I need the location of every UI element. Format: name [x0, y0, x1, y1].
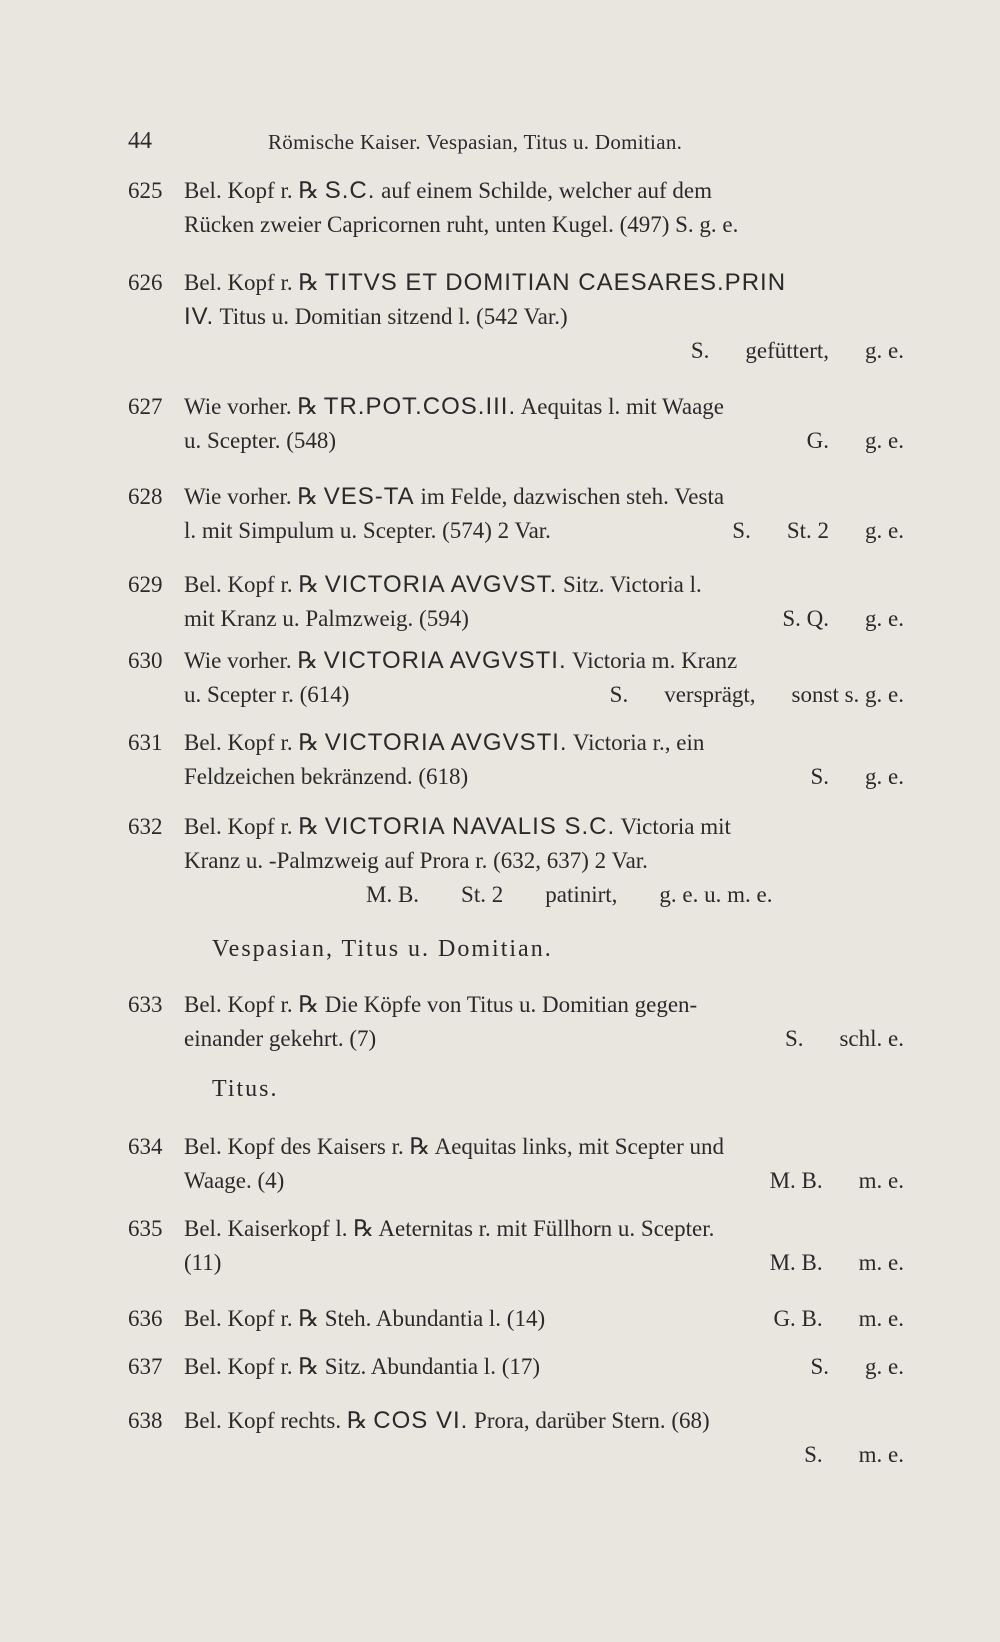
entry-line	[128, 760, 904, 794]
note: St. 2	[786, 518, 830, 543]
catalog-entry-628	[128, 480, 904, 548]
note: patinirt,	[545, 882, 618, 907]
obverse-text: Bel. Kopf r.	[184, 270, 299, 295]
entry-line	[128, 1022, 904, 1056]
description-text: Victoria mit	[615, 814, 731, 839]
description-text: Titus u. Domitian sitzend l. (542 Var.)	[214, 304, 568, 329]
entry-line	[128, 988, 904, 1022]
metal: S.	[810, 1354, 830, 1379]
grade: m. e.	[858, 1442, 904, 1467]
obverse-text: Wie vorher.	[184, 394, 298, 419]
grade: m. e.	[858, 1306, 904, 1331]
grade-info	[610, 678, 904, 712]
description-text: Aeternitas r. mit Füllhorn u. Scepter.	[378, 1216, 715, 1241]
note: gefüttert,	[745, 338, 830, 363]
obverse-text: Bel. Kopf r.	[184, 1354, 299, 1379]
description-text: (11)	[184, 1250, 222, 1275]
grade: m. e.	[858, 1250, 904, 1275]
metal: G. B.	[773, 1306, 823, 1331]
entry-line	[128, 1164, 904, 1198]
entry-line	[128, 1246, 904, 1280]
reverse-symbol: ℞	[298, 270, 319, 296]
entry-line	[128, 810, 904, 844]
grade-info	[810, 1350, 904, 1384]
grade: g. e.	[865, 428, 904, 453]
reverse-symbol: ℞	[409, 1134, 431, 1160]
entry-number: 628	[128, 484, 163, 509]
entry-number: 634	[128, 1134, 163, 1159]
entry-line	[128, 266, 904, 300]
description-text: u. Scepter. (548)	[184, 428, 337, 453]
grade: g. e.	[865, 606, 904, 631]
catalog-entry-626	[128, 266, 904, 368]
entry-line: Kranz u. -Palmzweig auf Prora r. (632, 637) 2 Var.	[184, 848, 648, 873]
obverse-text: Bel. Kopf r.	[184, 572, 299, 597]
catalog-entry-625	[128, 174, 904, 242]
entry-line	[128, 678, 904, 712]
description-text: Prora, darüber Stern. (68)	[468, 1408, 710, 1433]
description-text: einander gekehrt. (7)	[184, 1026, 377, 1051]
metal: M. B.	[769, 1250, 823, 1275]
legend-text: VICTORIA AVGVST.	[324, 571, 558, 598]
description-text: Aequitas links, mit Scepter und	[434, 1134, 724, 1159]
grade: g. e.	[865, 764, 904, 789]
section-heading: Vespasian, Titus u. Domitian.	[212, 936, 553, 962]
entry-line	[128, 300, 904, 334]
page-number: 44	[128, 128, 152, 154]
entry-number: 636	[128, 1306, 163, 1331]
entry-number: 629	[128, 572, 163, 597]
reverse-symbol: ℞	[297, 648, 319, 674]
note: versprägt,	[664, 682, 756, 707]
description-text: Sitz. Victoria l.	[557, 572, 702, 597]
entry-number: 635	[128, 1216, 163, 1241]
legend-text: TR.POT.COS.III.	[323, 393, 517, 420]
description-text: Sitz. Abundantia l. (17)	[324, 1354, 541, 1379]
reverse-symbol: ℞	[298, 1306, 319, 1332]
grade-info	[782, 602, 904, 636]
reverse-symbol: ℞	[297, 484, 319, 510]
entry-number: 638	[128, 1408, 163, 1433]
entry-line	[128, 644, 904, 678]
metal: S.	[609, 682, 629, 707]
reverse-symbol: ℞	[298, 814, 319, 840]
reverse-symbol: ℞	[298, 1354, 319, 1380]
catalog-entry-634	[128, 1130, 904, 1198]
entry-text	[184, 1302, 545, 1336]
catalog-entry-627	[128, 390, 904, 458]
reverse-symbol: ℞	[298, 178, 319, 204]
entry-line	[128, 1302, 904, 1336]
entry-line	[128, 1130, 904, 1164]
reverse-symbol: ℞	[353, 1216, 374, 1242]
catalog-entry-629	[128, 568, 904, 636]
grade-info	[732, 514, 904, 548]
catalog-entry-635	[128, 1212, 904, 1280]
metal: M. B.	[769, 1168, 823, 1193]
catalog-entry-630	[128, 644, 904, 712]
entry-number: 632	[128, 814, 163, 839]
grade: g. e.	[865, 338, 904, 363]
entry-text	[184, 1350, 540, 1384]
grade-info	[807, 424, 904, 458]
entry-number: 627	[128, 394, 163, 419]
obverse-text: Bel. Kopf r.	[184, 1306, 299, 1331]
description-text: Steh. Abundantia l. (14)	[324, 1306, 546, 1331]
metal: S.	[810, 764, 830, 789]
running-title: Römische Kaiser. Vespasian, Titus u. Domitian.	[268, 130, 683, 154]
grade: m. e.	[858, 1168, 904, 1193]
entry-number: 631	[128, 730, 163, 755]
note: St. 2	[461, 882, 504, 907]
grade: g. e.	[865, 518, 904, 543]
legend-text: VICTORIA NAVALIS S.C.	[324, 813, 616, 840]
description-text: l. mit Simpulum u. Scepter. (574) 2 Var.	[184, 518, 551, 543]
entry-line	[128, 334, 904, 368]
legend-text: VICTORIA AVGVSTI.	[324, 729, 568, 756]
obverse-text: Bel. Kopf r.	[184, 730, 299, 755]
entry-number: 625	[128, 178, 163, 203]
entry-line	[128, 1212, 904, 1246]
grade-info	[770, 1164, 904, 1198]
description-text: Feldzeichen bekränzend. (618)	[184, 764, 469, 789]
obverse-text: Bel. Kopf rechts.	[184, 1408, 347, 1433]
description-text: Aequitas l. mit Waage	[516, 394, 725, 419]
legend-text: COS VI.	[373, 1407, 469, 1434]
obverse-text: Bel. Kopf r.	[184, 992, 299, 1017]
metal: S. Q.	[782, 606, 830, 631]
entry-line	[128, 480, 904, 514]
legend-text: VICTORIA AVGVSTI.	[323, 647, 567, 674]
reverse-symbol: ℞	[298, 992, 319, 1018]
description-text: Die Köpfe von Titus u. Domitian gegen-	[324, 992, 698, 1017]
entry-line: Rücken zweier Capricornen ruht, unten Kugel. (497) S. g. e.	[184, 212, 739, 237]
description-text: im Felde, dazwischen steh. Vesta	[414, 484, 725, 509]
catalog-entry-638	[128, 1404, 904, 1472]
catalog-entry-633	[128, 988, 904, 1056]
description-text: Waage. (4)	[184, 1168, 285, 1193]
metal: S.	[732, 518, 751, 543]
obverse-text: Bel. Kopf r.	[184, 178, 299, 203]
legend-text: VES-TA	[323, 483, 415, 510]
grade: schl. e.	[839, 1026, 904, 1051]
page-header	[128, 128, 910, 158]
obverse-text: Bel. Kopf r.	[184, 814, 299, 839]
description-text: Victoria r., ein	[567, 730, 705, 755]
metal: S.	[804, 1442, 823, 1467]
reverse-symbol: ℞	[297, 394, 319, 420]
catalog-entry-631	[128, 726, 904, 794]
catalog-entry-637	[128, 1350, 904, 1384]
entry-line	[128, 602, 904, 636]
entry-line	[128, 1404, 904, 1438]
grade-info	[810, 760, 904, 794]
entry-line	[128, 390, 904, 424]
reverse-symbol: ℞	[298, 572, 319, 598]
obverse-text: Wie vorher.	[184, 484, 298, 509]
grade-info	[773, 1302, 904, 1336]
obverse-text: Bel. Kaiserkopf l.	[184, 1216, 354, 1241]
grade: sonst s. g. e.	[791, 682, 904, 707]
catalog-entry-636	[128, 1302, 904, 1336]
entry-line	[128, 174, 904, 208]
grade-info	[691, 334, 904, 368]
metal: S.	[784, 1026, 804, 1051]
grade: g. e.	[865, 1354, 904, 1379]
metal: M. B.	[366, 882, 420, 907]
entry-line	[128, 424, 904, 458]
entry-line	[128, 1350, 904, 1384]
catalog-entry-632	[128, 810, 904, 912]
legend-text: IV.	[184, 303, 215, 330]
grade-info	[785, 1022, 904, 1056]
description-text: auf einem Schilde, welcher auf dem	[375, 178, 712, 203]
entry-line	[128, 726, 904, 760]
legend-text: TITVS ET DOMITIAN CAESARES.PRIN	[324, 269, 787, 296]
reverse-symbol: ℞	[346, 1408, 368, 1434]
obverse-text: Bel. Kopf des Kaisers r.	[184, 1134, 410, 1159]
entry-line	[128, 568, 904, 602]
entry-line	[128, 1438, 904, 1472]
grade: g. e. u. m. e.	[659, 882, 773, 907]
metal: G.	[806, 428, 830, 453]
entry-line	[128, 878, 904, 912]
entry-number: 630	[128, 648, 163, 673]
section-heading: Titus.	[212, 1076, 279, 1102]
entry-number: 633	[128, 992, 163, 1017]
obverse-text: Wie vorher.	[184, 648, 298, 673]
legend-text: S.C.	[324, 177, 376, 204]
entry-number: 626	[128, 270, 163, 295]
reverse-symbol: ℞	[298, 730, 319, 756]
grade-info	[804, 1438, 904, 1472]
entry-number: 637	[128, 1354, 163, 1379]
grade-info	[366, 878, 772, 912]
entry-line	[128, 514, 904, 548]
metal: S.	[690, 338, 710, 363]
description-text: u. Scepter r. (614)	[184, 682, 350, 707]
grade-info	[770, 1246, 904, 1280]
description-text: Victoria m. Kranz	[566, 648, 738, 673]
description-text: mit Kranz u. Palmzweig. (594)	[184, 606, 469, 631]
